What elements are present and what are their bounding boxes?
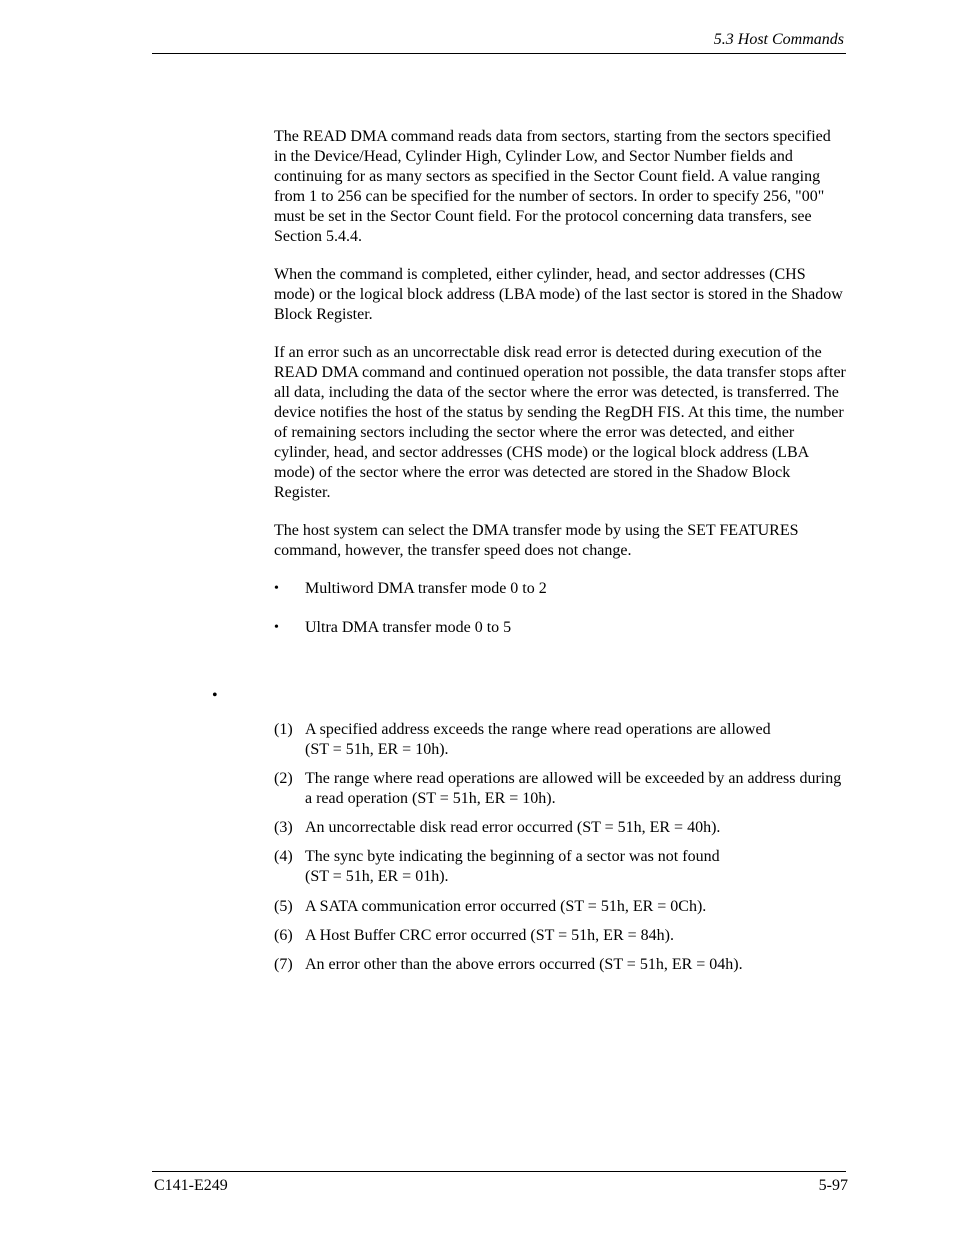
page-number: 5-97 bbox=[818, 1177, 848, 1194]
bullet-icon: • bbox=[274, 620, 279, 635]
paragraph-description: The READ DMA command reads data from sectors, starting from the sectors specified in the Device/Head, Cylinder High, Cylinder Low, and Sector Number fields and continuing for as many sectors as specified in the Sector Count field. A value ranging from 1 to 256 can be specified for the number of sectors. In order to specify 256, "00" must be set in the Sector Count field. For the protocol concerning data transfers, see Section 5.4.4. bbox=[274, 128, 831, 245]
error-text: The sync byte indicating the beginning of a sector was not found (ST = 51h, ER = 01h). bbox=[305, 848, 720, 885]
mode-text: Multiword DMA transfer mode 0 to 2 bbox=[305, 580, 547, 597]
error-number: (3) bbox=[274, 819, 293, 836]
error-number: (6) bbox=[274, 927, 293, 944]
error-text: The range where read operations are allowed will be exceeded by an address during a read operation (ST = 51h, ER = 10h). bbox=[305, 770, 842, 807]
paragraph-error-handling: If an error such as an uncorrectable disk read error is detected during execution of the READ DMA command and continued operation not possible, the data transfer stops after all data, including the data of the sector where the error was detected, is transferred. The device notifies the host of the status by sending the RegDH FIS. At this time, the number of remaining sectors including the sector where the error was detected, and either cylinder, head, and sector addresses (CHS mode) or the logical block address (LBA mode) of the sector where the error was detected are stored in the Shadow Block Register. bbox=[274, 344, 846, 501]
error-text: A SATA communication error occurred (ST = 51h, ER = 0Ch). bbox=[305, 898, 707, 915]
error-text: An error other than the above errors occurred (ST = 51h, ER = 04h). bbox=[305, 956, 743, 973]
error-number: (4) bbox=[274, 848, 293, 865]
error-number: (1) bbox=[274, 721, 293, 738]
error-number: (7) bbox=[274, 956, 293, 973]
error-text: A specified address exceeds the range where read operations are allowed (ST = 51h, ER = 10h). bbox=[305, 721, 771, 758]
footer-rule bbox=[152, 1171, 846, 1172]
error-text: An uncorrectable disk read error occurred (ST = 51h, ER = 40h). bbox=[305, 819, 721, 836]
error-number: (2) bbox=[274, 770, 293, 787]
error-text: A Host Buffer CRC error occurred (ST = 51h, ER = 84h). bbox=[305, 927, 674, 944]
paragraph-transfer-mode: The host system can select the DMA transfer mode by using the SET FEATURES command, however, the transfer speed does not change. bbox=[274, 522, 799, 559]
error-section-bullet-icon: • bbox=[212, 687, 218, 704]
document-id: C141-E249 bbox=[154, 1177, 228, 1194]
running-header: 5.3 Host Commands bbox=[713, 31, 844, 48]
paragraph-completion: When the command is completed, either cylinder, head, and sector addresses (CHS mode) or the logical block address (LBA mode) of the last sector is stored in the Shadow Block Register. bbox=[274, 266, 843, 323]
mode-text: Ultra DMA transfer mode 0 to 5 bbox=[305, 619, 512, 636]
header-rule bbox=[152, 53, 846, 54]
bullet-icon: • bbox=[274, 581, 279, 596]
error-number: (5) bbox=[274, 898, 293, 915]
